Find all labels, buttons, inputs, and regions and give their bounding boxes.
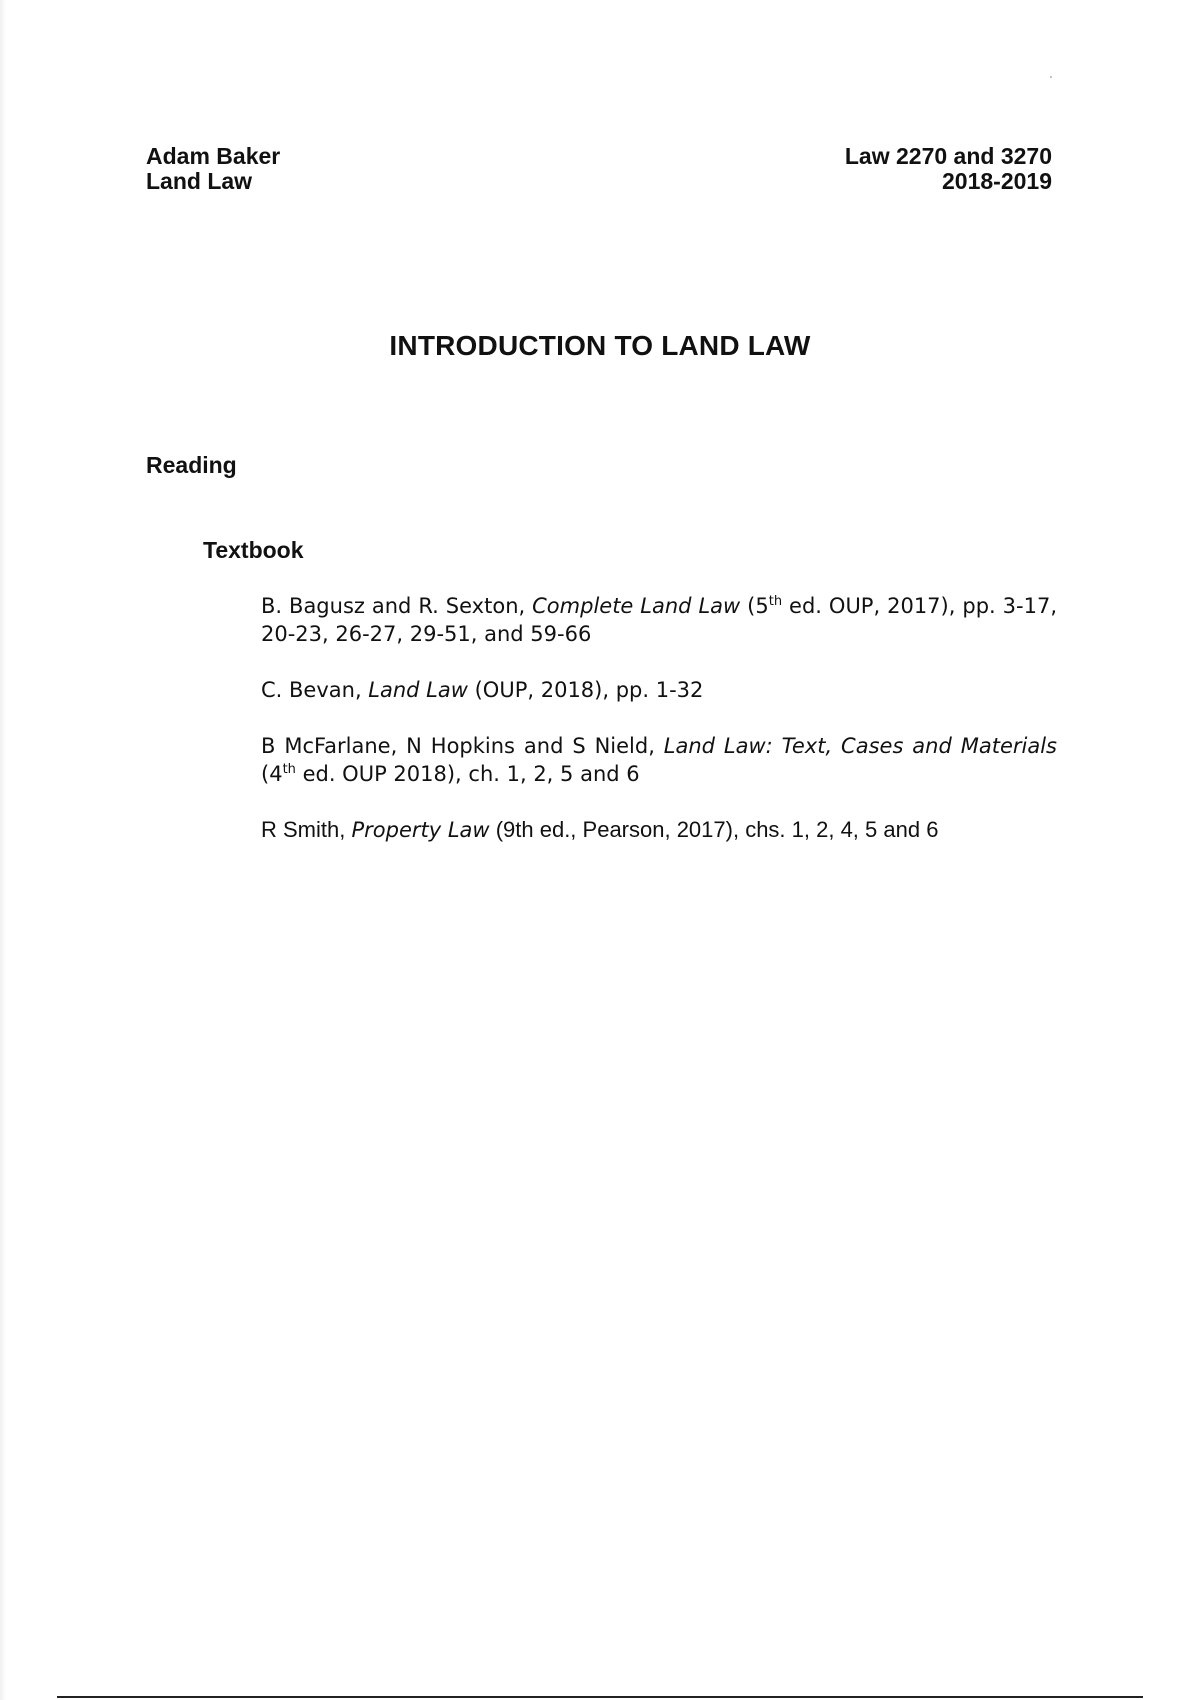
reference-details: (OUP, 2018), pp. 1-32 — [467, 678, 704, 702]
reference-ordinal-suffix: th — [282, 762, 296, 777]
reference-edition-open: (4 — [261, 762, 283, 786]
reference-details: ed. OUP, 2017), pp. 3-17, 20-23, 26-27, 29-51, and 59-66 — [261, 594, 1057, 646]
course-codes: Law 2270 and 3270 — [844, 143, 1052, 169]
document-title: INTRODUCTION TO LAND LAW — [389, 330, 811, 361]
reference-list — [261, 592, 1057, 872]
reference-item-bagusz-sexton — [261, 592, 1057, 648]
header-right — [845, 144, 1052, 194]
header-left — [146, 144, 280, 194]
page-edge-shadow — [0, 0, 6, 1700]
footer-divider — [57, 1696, 1143, 1698]
academic-year: 2018-2019 — [942, 168, 1052, 194]
reference-details: ed. OUP 2018), ch. 1, 2, 5 and 6 — [295, 762, 640, 786]
reference-edition-open: (5 — [740, 594, 769, 618]
course-name: Land Law — [146, 168, 253, 194]
reference-title: Land Law — [368, 678, 468, 702]
reference-title: Complete Land Law — [532, 594, 741, 618]
reference-title: Land Law: Text, Cases and Materials — [663, 734, 1057, 758]
reference-authors: B. Bagusz and R. Sexton, — [261, 594, 533, 618]
section-heading-reading: Reading — [146, 452, 237, 478]
subsection-heading-textbook: Textbook — [203, 537, 304, 563]
reference-details: (9th ed., Pearson, 2017), chs. 1, 2, 4, 5 and 6 — [489, 817, 939, 842]
reference-title: Property Law — [351, 818, 490, 842]
reference-item-mcfarlane-hopkins-nield — [261, 732, 1057, 788]
reference-ordinal-suffix: th — [768, 594, 783, 609]
scan-speck — [1050, 76, 1052, 78]
reference-authors: R Smith, — [261, 817, 352, 842]
reference-authors: C. Bevan, — [261, 678, 369, 702]
reference-authors: B McFarlane, N Hopkins and S Nield, — [261, 734, 664, 758]
reference-item-bevan — [261, 676, 1057, 704]
reference-item-smith — [261, 816, 1057, 844]
author-name: Adam Baker — [146, 143, 281, 169]
